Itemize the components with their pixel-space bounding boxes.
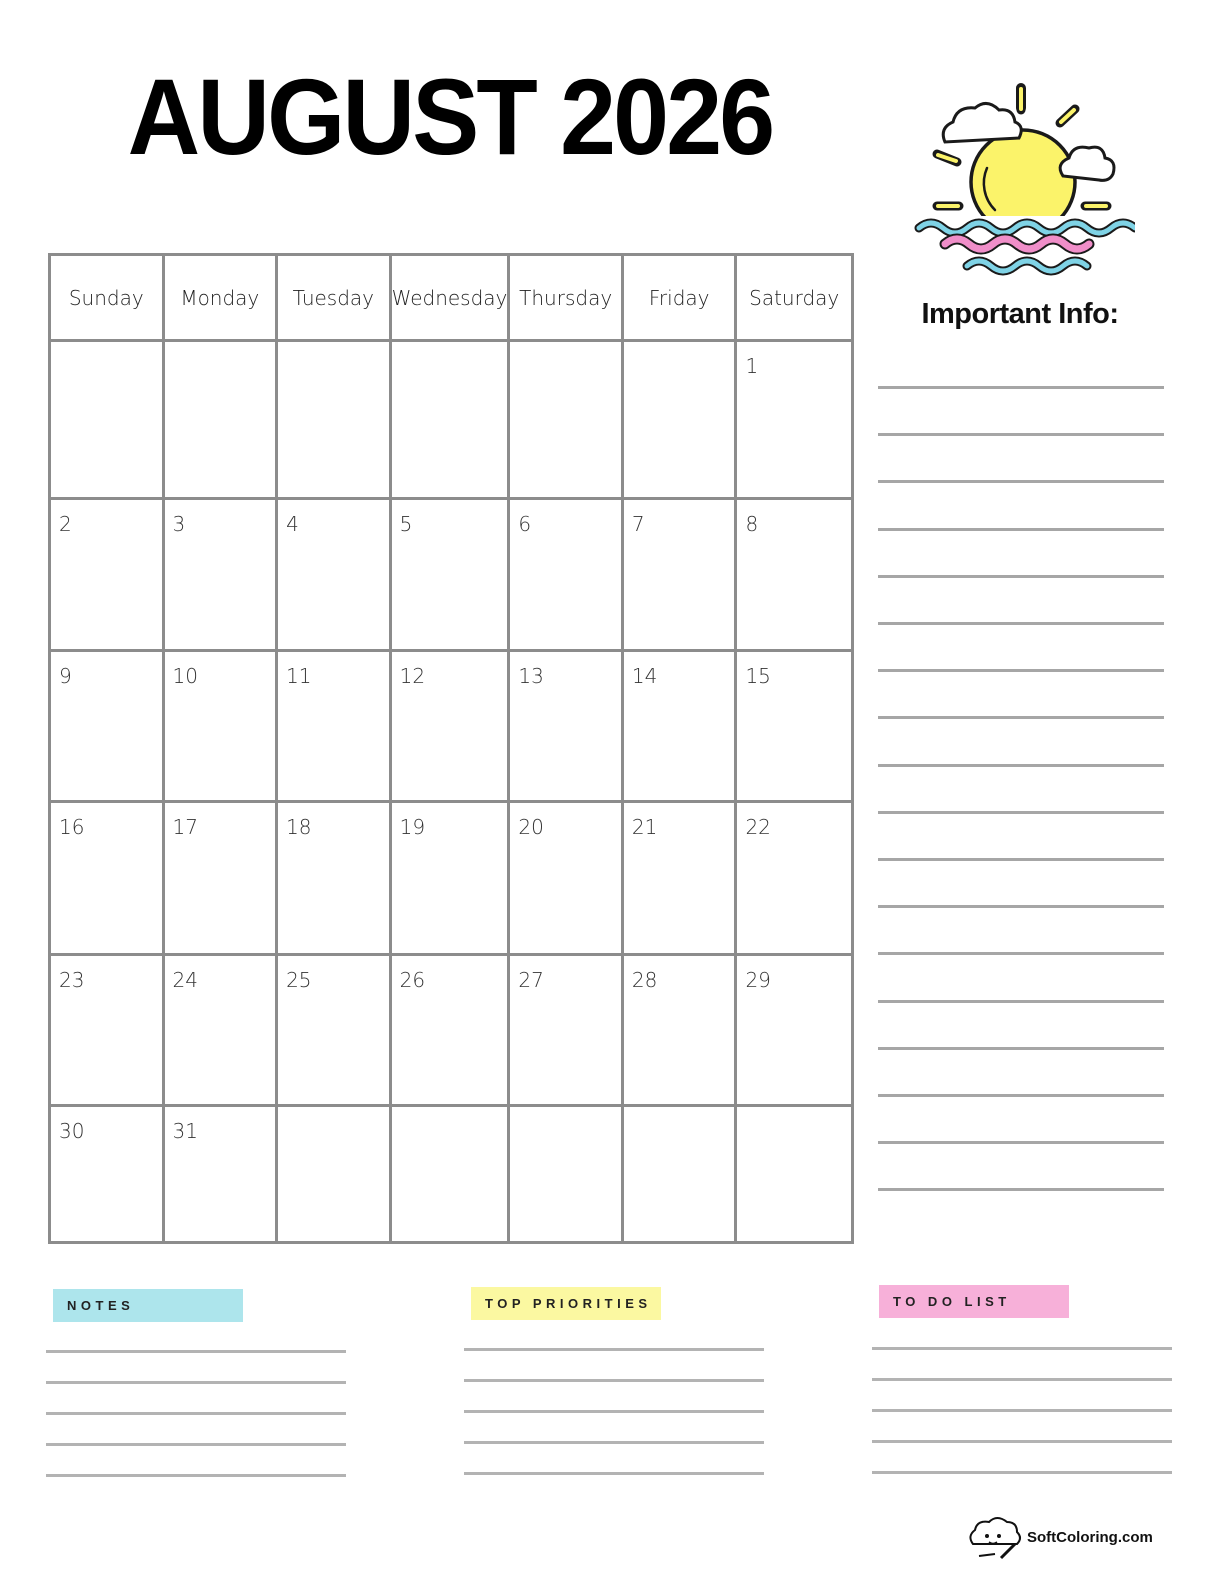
date-cell[interactable] bbox=[510, 803, 624, 956]
date-number: 4 bbox=[286, 512, 299, 536]
date-number: 15 bbox=[745, 664, 771, 688]
date-number: 24 bbox=[172, 968, 198, 992]
brand-name: SoftColoring.com bbox=[1027, 1528, 1153, 1546]
top-priorities-label-text: TOP PRIORITIES bbox=[485, 1296, 652, 1311]
page-title: AUGUST 2026 bbox=[127, 56, 773, 177]
date-number: 12 bbox=[399, 664, 426, 688]
writing-line[interactable] bbox=[872, 1440, 1172, 1443]
date-number: 7 bbox=[631, 512, 645, 536]
writing-line[interactable] bbox=[878, 905, 1164, 908]
date-cell[interactable] bbox=[165, 652, 279, 803]
writing-line[interactable] bbox=[464, 1379, 764, 1382]
sun-sea-icon bbox=[905, 78, 1135, 288]
writing-line[interactable] bbox=[46, 1474, 346, 1477]
to-do-list-lines[interactable] bbox=[872, 1347, 1172, 1477]
date-cell[interactable] bbox=[737, 1107, 851, 1241]
writing-line[interactable] bbox=[872, 1378, 1172, 1381]
date-cell[interactable] bbox=[278, 500, 392, 652]
notes-label-text: NOTES bbox=[67, 1298, 135, 1313]
date-cell[interactable] bbox=[510, 500, 624, 652]
date-cell[interactable] bbox=[278, 1107, 392, 1241]
writing-line[interactable] bbox=[878, 811, 1164, 814]
top-priorities-lines[interactable] bbox=[464, 1348, 764, 1478]
date-cell[interactable] bbox=[51, 652, 165, 803]
date-cell[interactable] bbox=[392, 1107, 511, 1241]
writing-line[interactable] bbox=[878, 386, 1164, 389]
calendar-grid bbox=[48, 253, 854, 1244]
date-cell[interactable] bbox=[624, 1107, 738, 1241]
notes-label bbox=[53, 1289, 243, 1322]
date-number: 14 bbox=[631, 664, 658, 688]
date-number: 9 bbox=[59, 664, 72, 688]
date-cell[interactable] bbox=[392, 500, 511, 652]
date-number: 18 bbox=[286, 815, 312, 839]
date-cell[interactable] bbox=[737, 342, 851, 500]
date-number: 19 bbox=[399, 815, 426, 839]
date-cell[interactable] bbox=[510, 342, 624, 500]
date-cell[interactable] bbox=[392, 652, 511, 803]
writing-line[interactable] bbox=[464, 1348, 764, 1351]
date-cell[interactable] bbox=[624, 803, 738, 956]
date-number: 28 bbox=[631, 968, 658, 992]
writing-line[interactable] bbox=[46, 1350, 346, 1353]
date-cell[interactable] bbox=[392, 956, 511, 1107]
important-info-lines[interactable] bbox=[878, 386, 1164, 1236]
date-cell[interactable] bbox=[165, 500, 279, 652]
date-number: 29 bbox=[745, 968, 771, 992]
date-cell[interactable] bbox=[510, 1107, 624, 1241]
writing-line[interactable] bbox=[46, 1381, 346, 1384]
notes-lines[interactable] bbox=[46, 1350, 346, 1480]
date-number: 20 bbox=[518, 815, 544, 839]
date-number: 26 bbox=[399, 968, 426, 992]
date-cell[interactable] bbox=[165, 342, 279, 500]
date-number: 16 bbox=[59, 815, 85, 839]
day-header-saturday: Saturday bbox=[737, 256, 851, 342]
date-cell[interactable] bbox=[278, 342, 392, 500]
date-cell[interactable] bbox=[737, 803, 851, 956]
day-header-tuesday: Tuesday bbox=[278, 256, 392, 342]
date-number: 2 bbox=[59, 512, 72, 536]
date-number: 1 bbox=[745, 354, 759, 378]
date-number: 23 bbox=[59, 968, 85, 992]
date-number: 5 bbox=[399, 512, 413, 536]
writing-line[interactable] bbox=[46, 1443, 346, 1446]
date-cell[interactable] bbox=[510, 956, 624, 1107]
date-cell[interactable] bbox=[392, 342, 511, 500]
date-number: 8 bbox=[745, 512, 759, 536]
date-cell[interactable] bbox=[624, 500, 738, 652]
writing-line[interactable] bbox=[878, 716, 1164, 719]
writing-line[interactable] bbox=[878, 1141, 1164, 1144]
date-number: 31 bbox=[172, 1119, 198, 1143]
date-cell[interactable] bbox=[51, 500, 165, 652]
date-cell[interactable] bbox=[510, 652, 624, 803]
brand bbox=[965, 1512, 1165, 1562]
writing-line[interactable] bbox=[878, 858, 1164, 861]
date-cell[interactable] bbox=[624, 652, 738, 803]
date-number: 17 bbox=[172, 815, 198, 839]
date-number: 10 bbox=[172, 664, 198, 688]
day-header-wednesday: Wednesday bbox=[392, 256, 511, 342]
date-cell[interactable] bbox=[278, 803, 392, 956]
day-header-thursday: Thursday bbox=[510, 256, 624, 342]
date-cell[interactable] bbox=[51, 803, 165, 956]
date-cell[interactable] bbox=[624, 956, 738, 1107]
writing-line[interactable] bbox=[878, 480, 1164, 483]
date-cell[interactable] bbox=[51, 1107, 165, 1241]
writing-line[interactable] bbox=[46, 1412, 346, 1415]
date-number: 22 bbox=[745, 815, 771, 839]
date-cell[interactable] bbox=[51, 342, 165, 500]
top-priorities-label bbox=[471, 1287, 661, 1320]
writing-line[interactable] bbox=[878, 433, 1164, 436]
writing-line[interactable] bbox=[878, 1000, 1164, 1003]
day-header-sunday: Sunday bbox=[51, 256, 165, 342]
date-number: 21 bbox=[631, 815, 658, 839]
date-cell[interactable] bbox=[278, 652, 392, 803]
writing-line[interactable] bbox=[878, 1047, 1164, 1050]
writing-line[interactable] bbox=[878, 669, 1164, 672]
writing-line[interactable] bbox=[878, 575, 1164, 578]
writing-line[interactable] bbox=[878, 764, 1164, 767]
date-cell[interactable] bbox=[737, 500, 851, 652]
writing-line[interactable] bbox=[878, 1094, 1164, 1097]
date-number: 6 bbox=[518, 512, 532, 536]
date-cell[interactable] bbox=[392, 803, 511, 956]
date-cell[interactable] bbox=[278, 956, 392, 1107]
date-cell[interactable] bbox=[165, 956, 279, 1107]
day-header-friday: Friday bbox=[624, 256, 738, 342]
to-do-list-label-text: TO DO LIST bbox=[893, 1294, 1011, 1309]
date-cell[interactable] bbox=[737, 652, 851, 803]
writing-line[interactable] bbox=[464, 1472, 764, 1475]
writing-line[interactable] bbox=[464, 1441, 764, 1444]
writing-line[interactable] bbox=[878, 1188, 1164, 1191]
writing-line[interactable] bbox=[872, 1471, 1172, 1474]
date-number: 30 bbox=[59, 1119, 85, 1143]
date-number: 11 bbox=[286, 664, 312, 688]
date-cell[interactable] bbox=[624, 342, 738, 500]
date-cell[interactable] bbox=[165, 803, 279, 956]
coloring-logo-icon bbox=[965, 1514, 1023, 1560]
writing-line[interactable] bbox=[878, 952, 1164, 955]
date-number: 27 bbox=[518, 968, 544, 992]
writing-line[interactable] bbox=[464, 1410, 764, 1413]
writing-line[interactable] bbox=[872, 1409, 1172, 1412]
writing-line[interactable] bbox=[878, 622, 1164, 625]
date-number: 13 bbox=[518, 664, 544, 688]
date-cell[interactable] bbox=[165, 1107, 279, 1241]
writing-line[interactable] bbox=[878, 528, 1164, 531]
writing-line[interactable] bbox=[872, 1347, 1172, 1350]
date-number: 3 bbox=[172, 512, 186, 536]
day-header-monday: Monday bbox=[165, 256, 279, 342]
date-number: 25 bbox=[286, 968, 312, 992]
date-cell[interactable] bbox=[51, 956, 165, 1107]
important-info-heading: Important Info: bbox=[921, 298, 1119, 330]
date-cell[interactable] bbox=[737, 956, 851, 1107]
to-do-list-label bbox=[879, 1285, 1069, 1318]
